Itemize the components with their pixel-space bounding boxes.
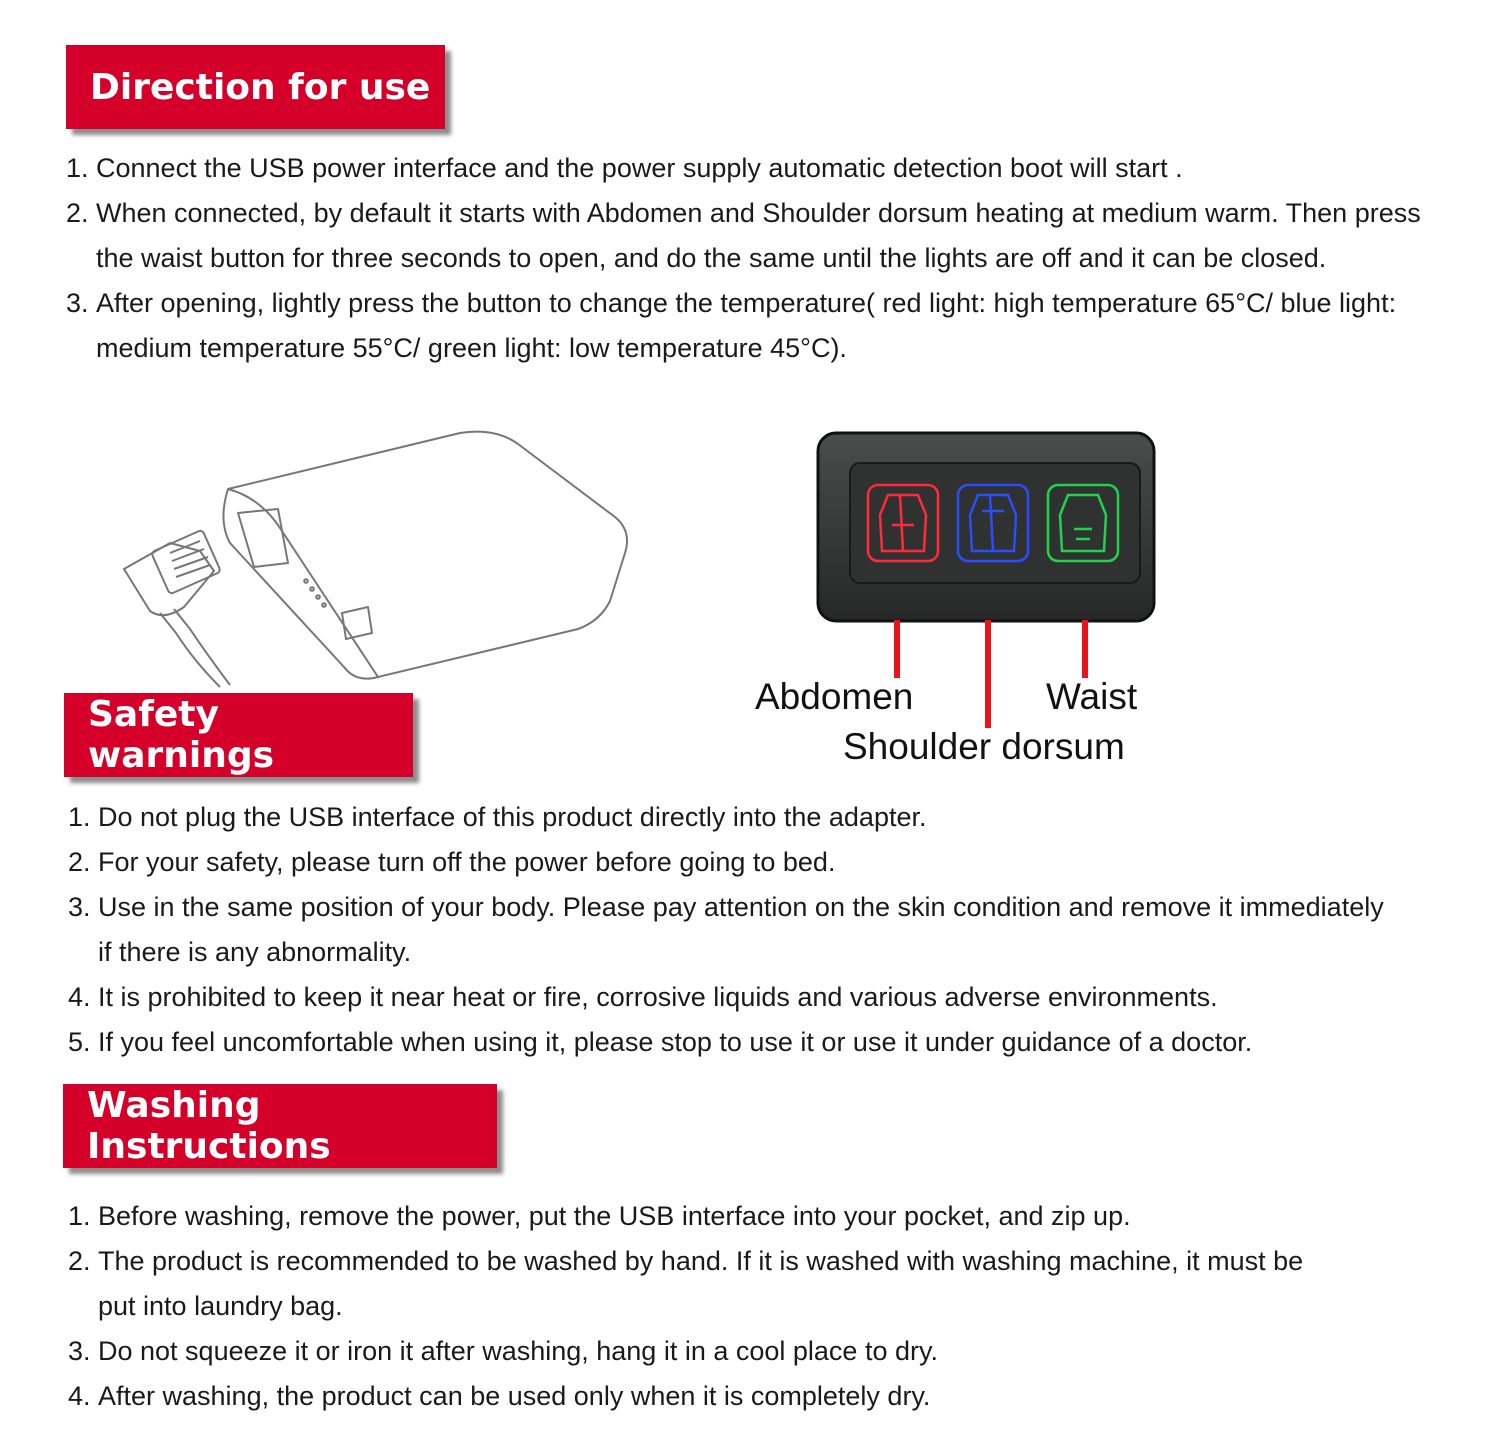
list-item: 3. Do not squeeze it or iron it after washing, hang it in a cool place to dry. [68,1336,938,1366]
list-item: 2. For your safety, please turn off the power before going to bed. [68,847,836,877]
label-shoulder-dorsum: Shoulder dorsum [843,726,1125,767]
direction-title-banner [66,45,445,129]
label-abdomen: Abdomen [755,676,914,717]
washing-title-banner [63,1084,497,1168]
safety-list [68,795,1398,1065]
list-item: 2. When connected, by default it starts with Abdomen and Shoulder dorsum heating at medium warm. Then press the waist button for three seconds to open, and do the same until the lights are off and it can be closed. [66,198,1421,273]
power-bank-illustration [110,425,650,695]
list-item: 2. The product is recommended to be washed by hand. If it is washed with washing machine, it must be put into laundry bag. [68,1246,1304,1321]
list-item: 1. Before washing, remove the power, put the USB interface into your pocket, and zip up. [68,1201,1131,1231]
direction-list [66,146,1426,371]
list-item: 1. Do not plug the USB interface of this product directly into the adapter. [68,802,927,832]
washing-title: Washing Instructions [87,1085,331,1167]
safety-title: Safety warnings [88,694,275,776]
safety-title-banner [64,693,413,777]
list-item: 3. Use in the same position of your body. Please pay attention on the skin condition and remove it immediately if there is any abnormality. [68,892,1384,967]
list-item: 5. If you feel uncomfortable when using it, please stop to use it or use it under guidance of a doctor. [68,1027,1253,1057]
list-item: 3. After opening, lightly press the button to change the temperature( red light: high temperature 65°C/ blue light: medium temperature 55°C/ green light: low temperature 45°C). [66,288,1397,363]
label-waist: Waist [1046,676,1138,717]
controller-illustration [810,425,1170,630]
washing-list [68,1194,1328,1419]
list-item: 4. It is prohibited to keep it near heat or fire, corrosive liquids and various adverse environments. [68,982,1218,1012]
list-item: 4. After washing, the product can be used only when it is completely dry. [68,1381,931,1411]
list-item: 1. Connect the USB power interface and the power supply automatic detection boot will start . [66,153,1183,183]
direction-title: Direction for use [90,66,431,108]
